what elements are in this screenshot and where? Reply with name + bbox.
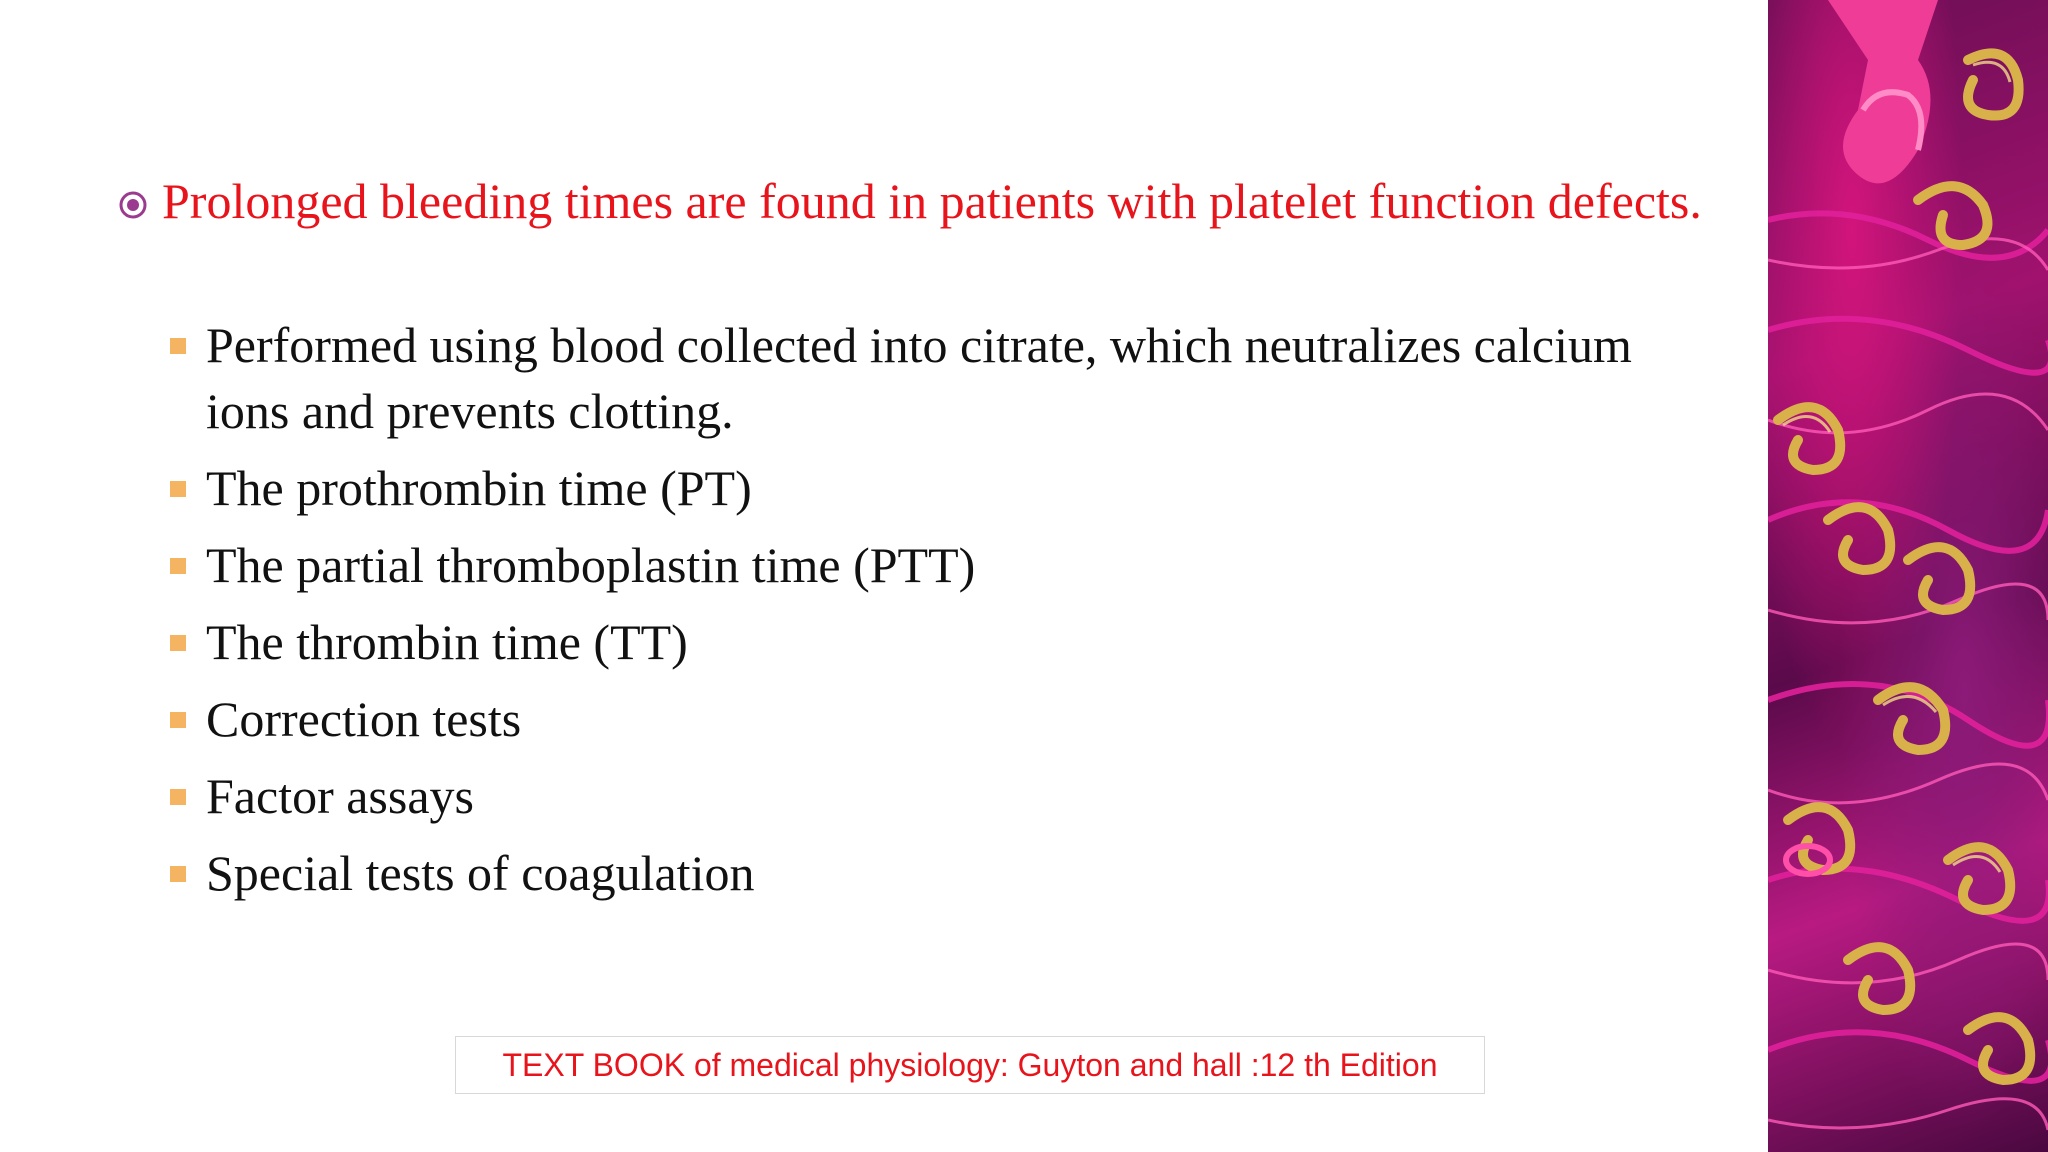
main-bullet bbox=[118, 168, 1718, 234]
square-bullet-icon bbox=[170, 789, 186, 805]
citation-text: TEXT BOOK of medical physiology: Guyton and hall :12 th Edition bbox=[502, 1046, 1438, 1083]
streamers-illustration bbox=[1768, 0, 2048, 1152]
sub-bullet-text: Performed using blood collected into citrate, which neutralizes calcium ions and prevents clotting. bbox=[206, 317, 1632, 439]
sub-bullet-text: The prothrombin time (PT) bbox=[206, 460, 752, 516]
list-item bbox=[170, 609, 1730, 675]
square-bullet-icon bbox=[170, 338, 186, 354]
list-item bbox=[170, 532, 1730, 598]
party-streamers-image bbox=[1768, 0, 2048, 1152]
sub-bullet-text: The partial thromboplastin time (PTT) bbox=[206, 537, 976, 593]
square-bullet-icon bbox=[170, 635, 186, 651]
list-item bbox=[170, 455, 1730, 521]
list-item bbox=[170, 840, 1730, 906]
main-bullet-text: Prolonged bleeding times are found in patients with platelet function defects. bbox=[162, 173, 1702, 229]
list-item bbox=[170, 686, 1730, 752]
sub-bullet-text: Special tests of coagulation bbox=[206, 845, 755, 901]
list-item bbox=[170, 312, 1730, 444]
square-bullet-icon bbox=[170, 558, 186, 574]
citation-box bbox=[455, 1036, 1485, 1094]
square-bullet-icon bbox=[170, 481, 186, 497]
sub-bullet-text: The thrombin time (TT) bbox=[206, 614, 688, 670]
sub-bullet-text: Factor assays bbox=[206, 768, 474, 824]
list-item bbox=[170, 763, 1730, 829]
circled-dot-icon bbox=[118, 190, 148, 220]
square-bullet-icon bbox=[170, 866, 186, 882]
sub-bullet-list bbox=[170, 312, 1730, 917]
sub-bullet-text: Correction tests bbox=[206, 691, 522, 747]
square-bullet-icon bbox=[170, 712, 186, 728]
